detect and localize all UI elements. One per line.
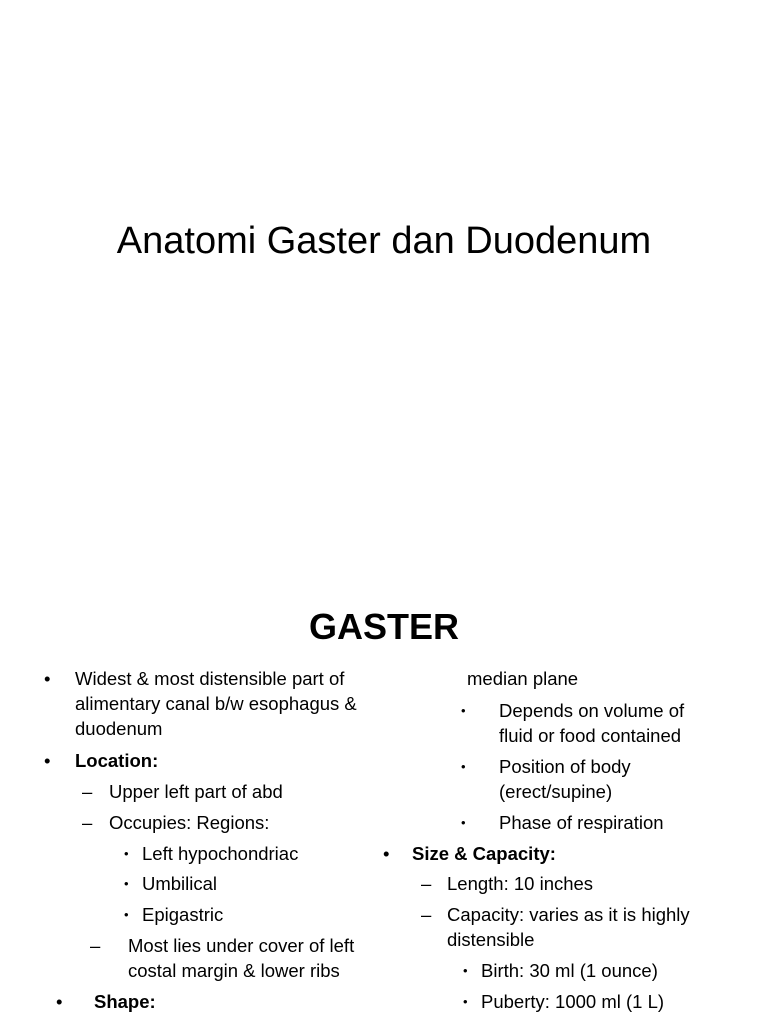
depends-item: Phase of respiration	[499, 812, 664, 833]
capacity-age: Birth: 30 ml (1 ounce)	[481, 960, 658, 981]
capacity-line-2: distensible	[447, 929, 535, 950]
dash-marker: –	[421, 904, 432, 925]
bullet-marker: •	[44, 668, 51, 689]
intro-line-1: Widest & most distensible part of	[75, 668, 345, 689]
shape-label: Shape:	[94, 991, 156, 1012]
bullet-marker: •	[124, 846, 129, 861]
bullet-marker: •	[124, 876, 129, 891]
bullet-marker: •	[463, 994, 468, 1009]
dash-marker: –	[421, 873, 432, 894]
bullet-marker: •	[463, 963, 468, 978]
region-item: Left hypochondriac	[142, 843, 299, 864]
presentation-title: Anatomi Gaster dan Duodenum	[116, 220, 652, 262]
size-capacity-label: Size & Capacity:	[412, 843, 556, 864]
depends-item: (erect/supine)	[499, 781, 613, 802]
most-lies-line-1: Most lies under cover of left	[128, 935, 355, 956]
dash-marker: –	[82, 812, 93, 833]
depends-item: fluid or food contained	[499, 725, 682, 746]
capacity-line-1: Capacity: varies as it is highly	[447, 904, 690, 925]
bullet-marker: •	[461, 703, 466, 718]
region-item: Umbilical	[142, 873, 218, 894]
capacity-age: Puberty: 1000 ml (1 L)	[481, 991, 665, 1012]
intro-line-3: duodenum	[75, 718, 163, 739]
dash-marker: –	[90, 935, 101, 956]
depends-item: Position of body	[499, 756, 631, 777]
length-text: Length: 10 inches	[447, 873, 594, 894]
most-lies-line-2: costal margin & lower ribs	[128, 960, 340, 981]
bullet-marker: •	[44, 750, 51, 771]
location-occupies: Occupies: Regions:	[109, 812, 270, 833]
bullet-marker: •	[461, 759, 466, 774]
bullet-marker: •	[124, 907, 129, 922]
region-item: Epigastric	[142, 904, 224, 925]
bullet-marker: •	[56, 991, 63, 1012]
location-label: Location:	[75, 750, 159, 771]
dash-marker: –	[82, 781, 93, 802]
median-plane-text: median plane	[467, 668, 579, 689]
intro-line-2: alimentary canal b/w esophagus &	[75, 693, 357, 714]
depends-item: Depends on volume of	[499, 700, 685, 721]
bullet-marker: •	[461, 815, 466, 830]
location-upper-left: Upper left part of abd	[109, 781, 283, 802]
slide-heading: GASTER	[308, 606, 459, 647]
bullet-marker: •	[383, 843, 390, 864]
